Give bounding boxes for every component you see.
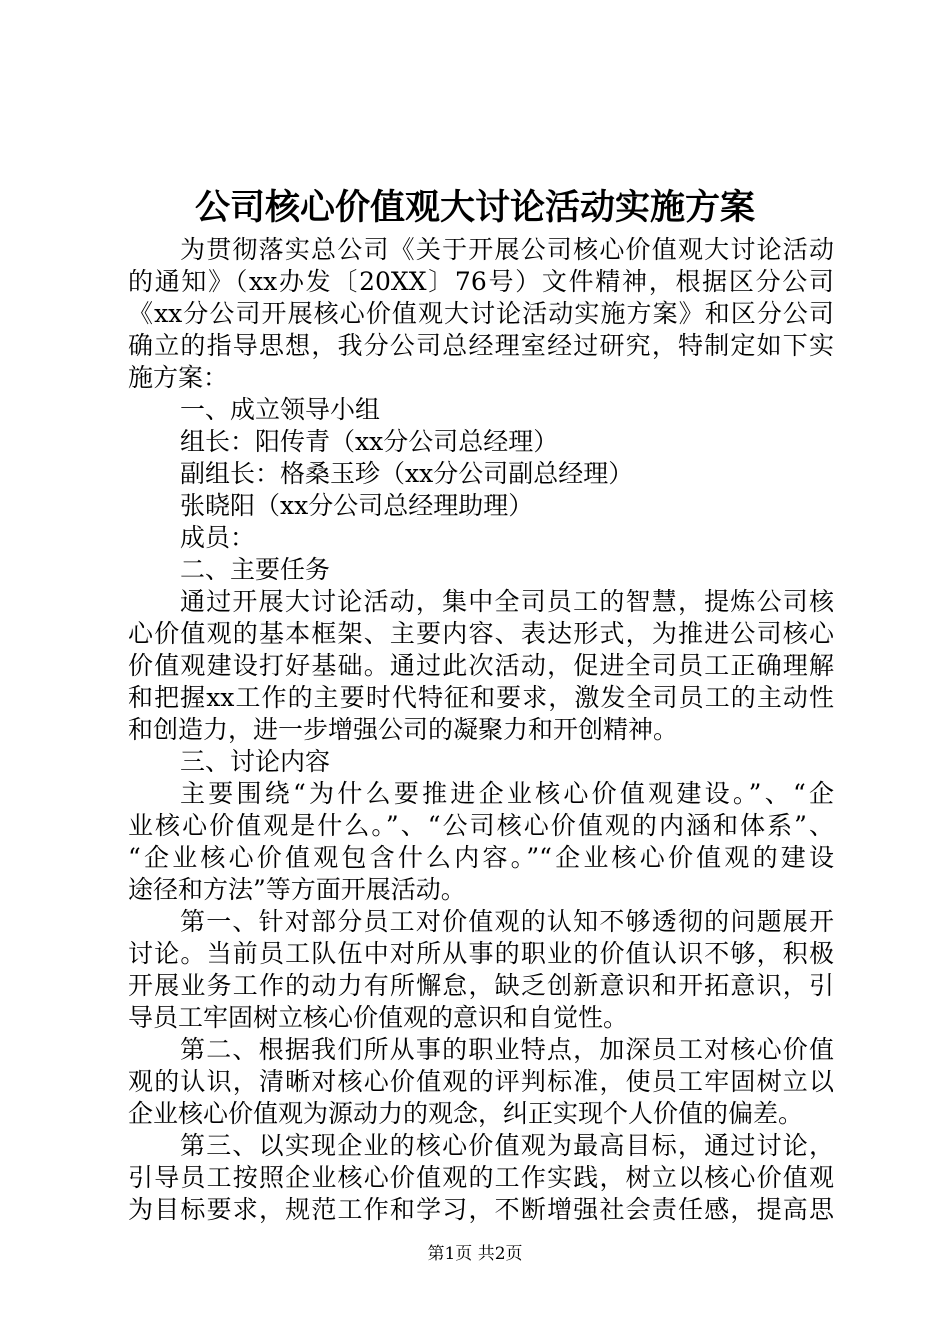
body-line: 引导员工按照企业核心价值观的工作实践，树立以核心价值观	[128, 1163, 834, 1192]
body-line: 企业核心价值观为源动力的观念，纠正实现个人价值的偏差。	[128, 1099, 804, 1128]
body-line: “企业核心价值观包含什么内容。”“企业核心价值观的建设	[128, 843, 834, 872]
body-line: 组长：阳传青（xx分公司总经理）	[180, 427, 559, 456]
body-line: 业核心价值观是什么。”、“公司核心价值观的内涵和体系”、	[128, 811, 834, 840]
body-line: 通过开展大讨论活动，集中全司员工的智慧，提炼公司核	[180, 587, 834, 616]
body-line: 确立的指导思想，我分公司总经理室经过研究，特制定如下实	[128, 331, 834, 360]
body-line: 三、讨论内容	[180, 747, 331, 776]
body-line: 开展业务工作的动力有所懈怠，缺乏创新意识和开拓意识，引	[128, 971, 834, 1000]
body-line: 施方案：	[128, 363, 229, 392]
body-line: 观的认识，清晰对核心价值观的评判标准，使员工牢固树立以	[128, 1067, 834, 1096]
body-line: 第三、以实现企业的核心价值观为最高目标，通过讨论，	[180, 1131, 834, 1160]
body-line: 副组长：格桑玉珍（xx分公司副总经理）	[180, 459, 634, 488]
body-line: 成员：	[180, 523, 256, 552]
body-line: 导员工牢固树立核心价值观的意识和自觉性。	[128, 1003, 629, 1032]
body-line: 为贯彻落实总公司《关于开展公司核心价值观大讨论活动	[180, 235, 834, 264]
body-line: 讨论。当前员工队伍中对所从事的职业的价值认识不够，积极	[128, 939, 834, 968]
body-line: 和把握xx工作的主要时代特征和要求，激发全司员工的主动性	[128, 683, 834, 712]
document-title: 公司核心价值观大讨论活动实施方案	[194, 187, 755, 228]
body-line: 心价值观的基本框架、主要内容、表达形式，为推进公司核心	[128, 619, 834, 648]
body-line: 张晓阳（xx分公司总经理助理）	[180, 491, 534, 520]
body-line: 途径和方法”等方面开展活动。	[128, 875, 466, 904]
body-line: 价值观建设打好基础。通过此次活动，促进全司员工正确理解	[128, 651, 834, 680]
body-line: 为目标要求，规范工作和学习，不断增强社会责任感，提高思	[128, 1195, 834, 1224]
body-line: 第一、针对部分员工对价值观的认知不够透彻的问题展开	[180, 907, 834, 936]
document-body	[128, 234, 834, 1226]
body-line: 《xx分公司开展核心价值观大讨论活动实施方案》和区分公司	[128, 299, 834, 328]
body-line: 二、主要任务	[180, 555, 331, 584]
body-line: 和创造力，进一步增强公司的凝聚力和开创精神。	[128, 715, 679, 744]
body-line: 的通知》（xx办发〔20XX〕76号）文件精神，根据区分公司	[128, 267, 834, 296]
body-line: 一、成立领导小组	[180, 395, 381, 424]
body-line: 主要围绕“为什么要推进企业核心价值观建设。”、“企	[180, 779, 834, 808]
body-line: 第二、根据我们所从事的职业特点，加深员工对核心价值	[180, 1035, 834, 1064]
page-footer: 第1页 共2页	[427, 1244, 523, 1264]
